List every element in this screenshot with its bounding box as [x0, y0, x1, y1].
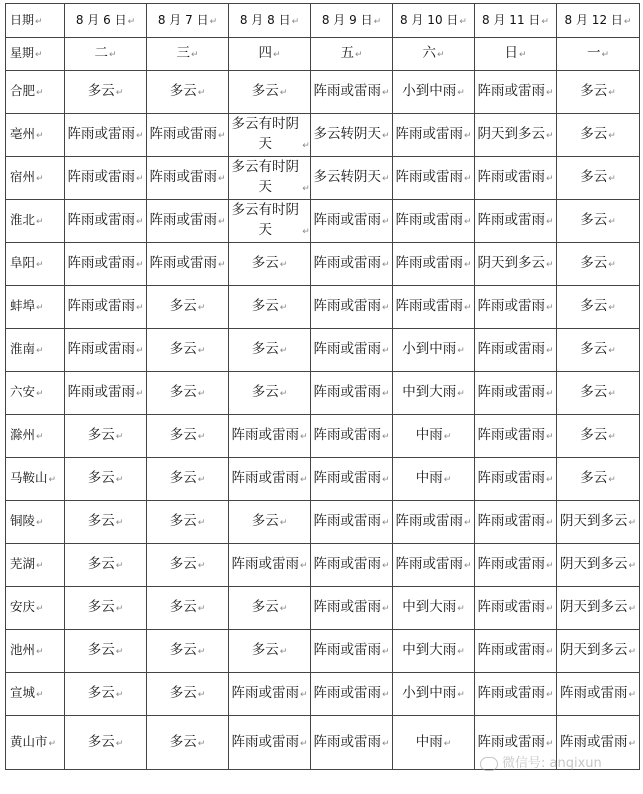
weather-cell: 阵雨或雷雨↵ — [393, 243, 475, 286]
weather-cell: 多云↵ — [65, 415, 147, 458]
weather-cell: 阵雨或雷雨↵ — [311, 71, 393, 114]
weather-cell: 阵雨或雷雨↵ — [393, 286, 475, 329]
weather-cell: 阵雨或雷雨↵ — [311, 329, 393, 372]
weather-cell: 阵雨或雷雨↵ — [229, 458, 311, 501]
city-name: 铜陵↵ — [6, 501, 65, 544]
weekday-cell: 一↵ — [557, 38, 640, 71]
weekday-cell: 六↵ — [393, 38, 475, 71]
date-cell: 8 月 6 日↵ — [65, 4, 147, 38]
weather-cell: 中到大雨↵ — [393, 630, 475, 673]
weather-cell: 阵雨或雷雨↵ — [147, 157, 229, 200]
city-name: 宿州↵ — [6, 157, 65, 200]
weather-cell: 阴天到多云↵ — [557, 587, 640, 630]
city-row — [6, 329, 640, 372]
date-cell: 8 月 12 日↵ — [557, 4, 640, 38]
weather-cell: 小到中雨↵ — [393, 673, 475, 716]
date-label: 日期↵ — [6, 4, 65, 38]
city-name: 阜阳↵ — [6, 243, 65, 286]
weather-cell: 多云↵ — [65, 71, 147, 114]
weather-cell: 多云↵ — [147, 286, 229, 329]
weather-cell: 阵雨或雷雨↵ — [475, 458, 557, 501]
weather-cell: 阵雨或雷雨↵ — [475, 71, 557, 114]
weather-cell: 多云↵ — [557, 157, 640, 200]
weather-cell: 阵雨或雷雨↵ — [475, 200, 557, 243]
weekday-cell: 二↵ — [65, 38, 147, 71]
weather-cell: 多云↵ — [147, 71, 229, 114]
city-row — [6, 157, 640, 200]
weather-cell: 阵雨或雷雨↵ — [65, 114, 147, 157]
weekday-row — [6, 38, 640, 71]
weather-cell: 阵雨或雷雨↵ — [475, 716, 557, 770]
city-name: 六安↵ — [6, 372, 65, 415]
weather-cell: 多云↵ — [557, 415, 640, 458]
weather-cell: 阵雨或雷雨↵ — [311, 544, 393, 587]
weather-cell: 阵雨或雷雨↵ — [475, 630, 557, 673]
weather-cell: 阵雨或雷雨↵ — [393, 157, 475, 200]
weather-cell: 中雨↵ — [393, 458, 475, 501]
weather-cell: 多云↵ — [147, 673, 229, 716]
weekday-cell: 四↵ — [229, 38, 311, 71]
city-row — [6, 372, 640, 415]
weather-cell: 多云↵ — [147, 372, 229, 415]
weather-cell: 阵雨或雷雨↵ — [311, 630, 393, 673]
weather-cell: 多云↵ — [557, 458, 640, 501]
weather-cell: 阵雨或雷雨↵ — [229, 673, 311, 716]
weather-cell: 阵雨或雷雨↵ — [65, 329, 147, 372]
weather-cell: 阵雨或雷雨↵ — [229, 716, 311, 770]
weather-cell: 阵雨或雷雨↵ — [311, 716, 393, 770]
date-cell: 8 月 8 日↵ — [229, 4, 311, 38]
date-cell: 8 月 9 日↵ — [311, 4, 393, 38]
weather-cell: 多云↵ — [147, 544, 229, 587]
weather-cell: 阵雨或雷雨↵ — [475, 286, 557, 329]
city-row — [6, 200, 640, 243]
date-cell: 8 月 7 日↵ — [147, 4, 229, 38]
weather-cell: 阵雨或雷雨↵ — [475, 587, 557, 630]
weather-cell: 多云↵ — [65, 630, 147, 673]
weather-cell: 多云↵ — [147, 716, 229, 770]
city-row — [6, 587, 640, 630]
weather-cell: 多云↵ — [229, 286, 311, 329]
weather-cell: 阵雨或雷雨↵ — [475, 415, 557, 458]
weather-cell: 多云↵ — [65, 716, 147, 770]
weather-cell: 阴天到多云↵ — [557, 501, 640, 544]
weather-cell: 多云↵ — [229, 71, 311, 114]
weather-cell: 多云↵ — [229, 587, 311, 630]
weather-cell: 小到中雨↵ — [393, 71, 475, 114]
city-name: 马鞍山↵ — [6, 458, 65, 501]
weekday-cell: 日↵ — [475, 38, 557, 71]
weather-cell: 阴天到多云↵ — [557, 630, 640, 673]
city-name: 合肥↵ — [6, 71, 65, 114]
date-cell: 8 月 10 日↵ — [393, 4, 475, 38]
weather-cell: 多云↵ — [557, 372, 640, 415]
weather-cell: 多云↵ — [229, 329, 311, 372]
weather-cell: 多云↵ — [229, 372, 311, 415]
weather-cell: 中到大雨↵ — [393, 372, 475, 415]
weather-cell: 阵雨或雷雨↵ — [311, 415, 393, 458]
weather-cell: 阵雨或雷雨↵ — [65, 372, 147, 415]
city-name: 滁州↵ — [6, 415, 65, 458]
weather-cell: 多云有时阴天 ↵ — [229, 200, 311, 243]
weather-cell: 多云↵ — [229, 630, 311, 673]
weather-cell: 多云↵ — [65, 501, 147, 544]
weather-cell: 多云转阴天↵ — [311, 114, 393, 157]
weather-cell: 阵雨或雷雨↵ — [147, 200, 229, 243]
weather-cell: 阵雨或雷雨↵ — [311, 243, 393, 286]
weather-cell: 多云↵ — [557, 286, 640, 329]
weather-cell: 多云↵ — [557, 71, 640, 114]
weather-cell: 多云↵ — [557, 329, 640, 372]
weather-cell: 阵雨或雷雨↵ — [311, 587, 393, 630]
date-cell: 8 月 11 日↵ — [475, 4, 557, 38]
weather-cell: 多云有时阴天 ↵ — [229, 114, 311, 157]
city-row — [6, 501, 640, 544]
weather-cell: 多云↵ — [147, 630, 229, 673]
city-name: 芜湖↵ — [6, 544, 65, 587]
city-name: 淮南↵ — [6, 329, 65, 372]
weather-cell: 阵雨或雷雨↵ — [311, 458, 393, 501]
city-name: 池州↵ — [6, 630, 65, 673]
weather-cell: 阵雨或雷雨↵ — [229, 415, 311, 458]
weather-cell: 小到中雨↵ — [393, 329, 475, 372]
weather-cell: 多云↵ — [147, 501, 229, 544]
weather-cell: 多云↵ — [229, 501, 311, 544]
weather-cell: 多云↵ — [147, 587, 229, 630]
city-name: 亳州↵ — [6, 114, 65, 157]
weather-cell: 阵雨或雷雨↵ — [147, 114, 229, 157]
city-name: 安庆↵ — [6, 587, 65, 630]
city-row — [6, 544, 640, 587]
weather-cell: 多云↵ — [65, 458, 147, 501]
weather-cell: 阵雨或雷雨↵ — [311, 286, 393, 329]
weather-cell: 多云↵ — [229, 243, 311, 286]
weather-cell: 阵雨或雷雨↵ — [65, 200, 147, 243]
weather-cell: 中到大雨↵ — [393, 587, 475, 630]
weather-cell: 阴天到多云↵ — [475, 114, 557, 157]
weather-cell: 阴天到多云↵ — [557, 544, 640, 587]
weather-cell: 阵雨或雷雨↵ — [65, 286, 147, 329]
weather-cell: 多云↵ — [65, 587, 147, 630]
weather-cell: 阵雨或雷雨↵ — [393, 114, 475, 157]
city-name: 黄山市↵ — [6, 716, 65, 770]
weather-cell: 多云↵ — [147, 329, 229, 372]
weather-cell: 阵雨或雷雨↵ — [393, 544, 475, 587]
city-row — [6, 71, 640, 114]
weather-cell: 阵雨或雷雨↵ — [475, 544, 557, 587]
forecast-table — [5, 3, 640, 770]
weather-cell: 阵雨或雷雨↵ — [557, 716, 640, 770]
weather-cell: 阵雨或雷雨↵ — [65, 157, 147, 200]
city-row — [6, 458, 640, 501]
weekday-cell: 五↵ — [311, 38, 393, 71]
weather-cell: 阵雨或雷雨↵ — [311, 372, 393, 415]
weather-cell: 阵雨或雷雨↵ — [311, 501, 393, 544]
weather-cell: 阵雨或雷雨↵ — [311, 673, 393, 716]
weekday-cell: 三↵ — [147, 38, 229, 71]
weather-cell: 多云↵ — [557, 200, 640, 243]
weather-cell: 阵雨或雷雨↵ — [393, 501, 475, 544]
weather-cell: 多云↵ — [147, 458, 229, 501]
city-row — [6, 673, 640, 716]
weather-cell: 多云转阴天↵ — [311, 157, 393, 200]
date-row — [6, 4, 640, 38]
weather-cell: 多云↵ — [65, 673, 147, 716]
weather-cell: 多云↵ — [65, 544, 147, 587]
weather-cell: 阴天到多云↵ — [475, 243, 557, 286]
weather-cell: 阵雨或雷雨↵ — [475, 157, 557, 200]
weather-cell: 阵雨或雷雨↵ — [475, 673, 557, 716]
weather-cell: 阵雨或雷雨↵ — [393, 200, 475, 243]
weather-cell: 阵雨或雷雨↵ — [229, 544, 311, 587]
city-row — [6, 630, 640, 673]
city-row — [6, 243, 640, 286]
weather-cell: 中雨↵ — [393, 716, 475, 770]
city-name: 蚌埠↵ — [6, 286, 65, 329]
weather-cell: 多云↵ — [147, 415, 229, 458]
watermark: 微信号: anqixun — [480, 752, 602, 771]
week-label: 星期↵ — [6, 38, 65, 71]
weather-cell: 多云↵ — [557, 114, 640, 157]
weather-cell: 阵雨或雷雨↵ — [475, 329, 557, 372]
weather-cell: 阵雨或雷雨↵ — [311, 200, 393, 243]
weather-cell: 多云有时阴天 ↵ — [229, 157, 311, 200]
weather-cell: 阵雨或雷雨↵ — [475, 501, 557, 544]
weather-cell: 阵雨或雷雨↵ — [147, 243, 229, 286]
city-row — [6, 415, 640, 458]
city-row — [6, 286, 640, 329]
weather-cell: 阵雨或雷雨↵ — [557, 673, 640, 716]
city-name: 宣城↵ — [6, 673, 65, 716]
city-name: 淮北↵ — [6, 200, 65, 243]
city-row — [6, 114, 640, 157]
weather-cell: 中雨↵ — [393, 415, 475, 458]
weather-cell: 阵雨或雷雨↵ — [475, 372, 557, 415]
weather-cell: 多云↵ — [557, 243, 640, 286]
weather-cell: 阵雨或雷雨↵ — [65, 243, 147, 286]
wechat-icon — [480, 757, 498, 771]
